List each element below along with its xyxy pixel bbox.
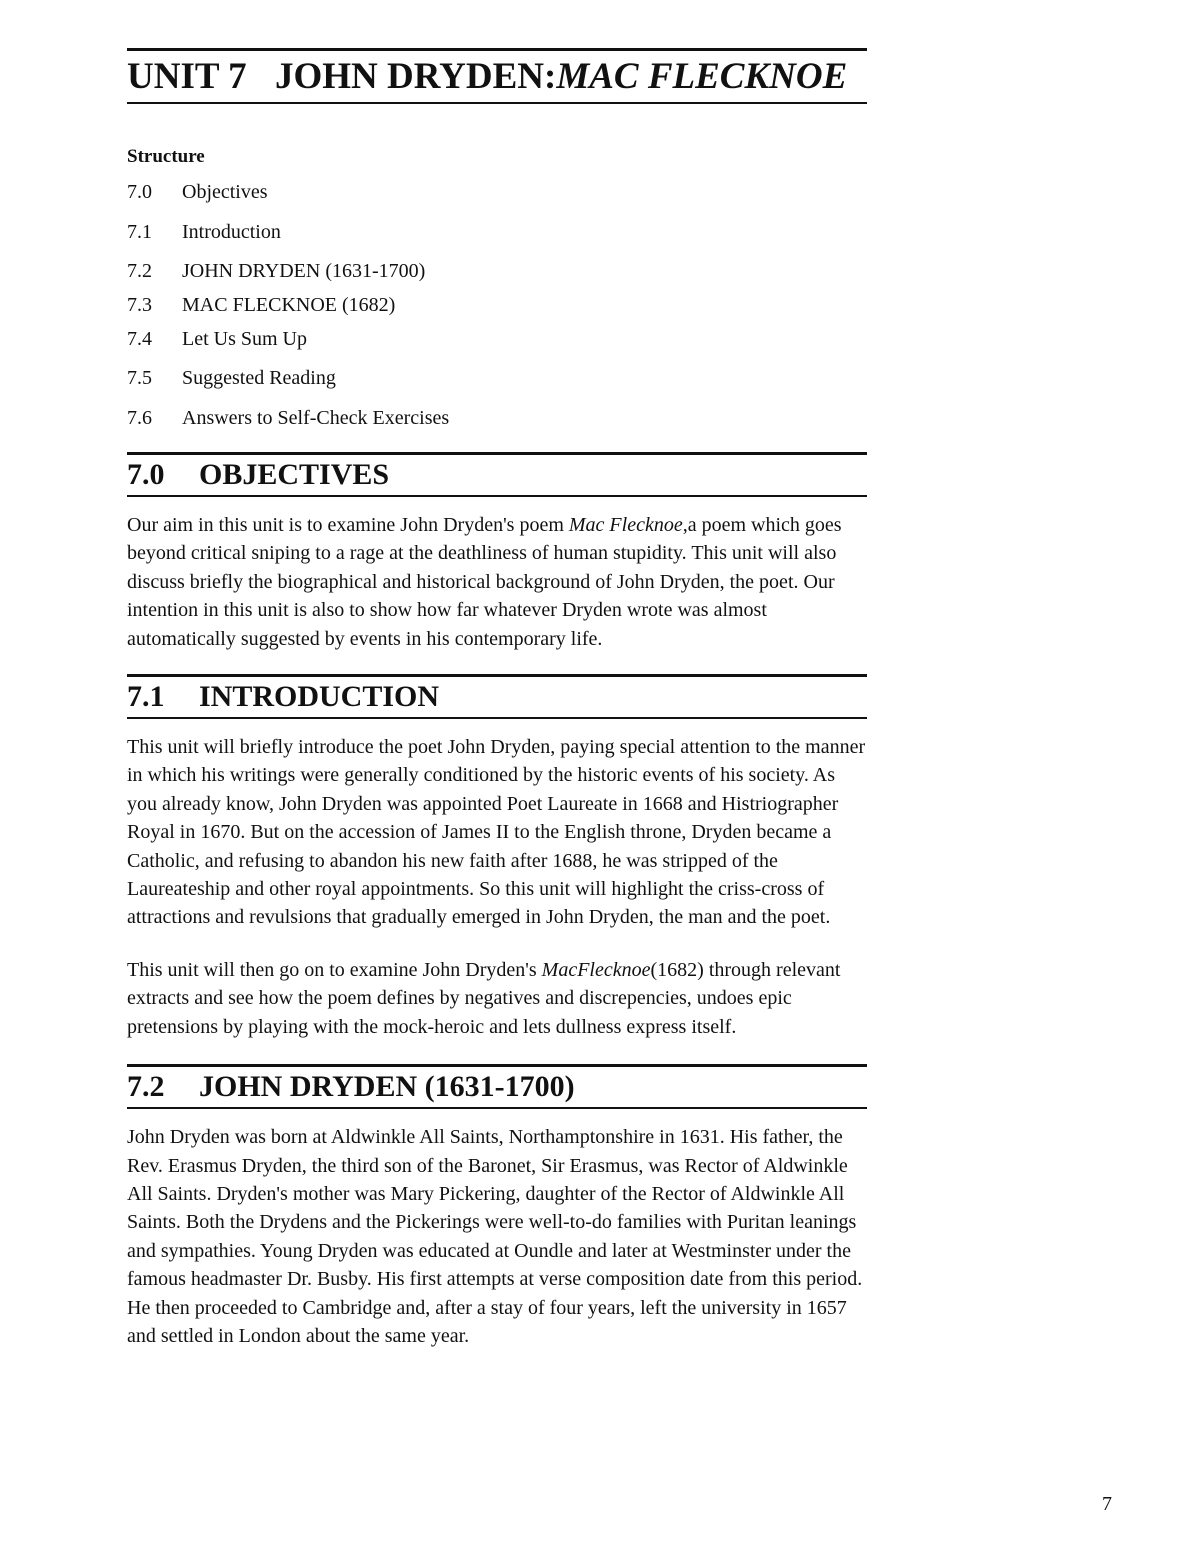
structure-item — [127, 260, 867, 294]
structure-item-number: 7.4 — [127, 328, 152, 350]
paragraph-text: This unit will then go on to examine John Dryden's — [127, 958, 542, 981]
section-heading-dryden — [127, 1064, 867, 1109]
structure-item-number: 7.6 — [127, 407, 152, 429]
structure-item-label: Objectives — [182, 181, 268, 203]
introduction-paragraph: This unit will briefly introduce the poet John Dryden, paying special attention to the manner in which his writings were generally conditioned by the historic events of his society. As you already know, John Dryden was appointed Poet Laureate in 1668 and Histriographer Royal in 1670. But on the accession of James II to the English throne, Dryden became a Catholic, and refusing to abandon his new faith after 1688, he was stripped of the Laureateship and other royal appointments. So this unit will highlight the criss-cross of attractions and revulsions that gradually emerged in John Dryden, the man and the poet. — [127, 736, 866, 929]
structure-heading: Structure — [127, 146, 205, 167]
structure-item — [127, 294, 867, 328]
unit-title — [127, 48, 867, 104]
section-heading-introduction — [127, 674, 867, 719]
structure-item — [127, 181, 867, 221]
section-number: 7.0 — [127, 458, 165, 491]
objectives-paragraph — [127, 511, 867, 653]
structure-item — [127, 328, 867, 367]
structure-item — [127, 221, 867, 260]
section-title: INTRODUCTION — [199, 680, 440, 714]
section-number: 7.1 — [127, 680, 165, 714]
structure-item — [127, 407, 867, 429]
structure-item-label: JOHN DRYDEN (1631-1700) — [182, 260, 426, 282]
structure-item-label: MAC FLECKNOE (1682) — [182, 294, 396, 316]
structure-item-label: Introduction — [182, 221, 281, 243]
structure-item-label: Let Us Sum Up — [182, 328, 307, 350]
structure-item-number: 7.2 — [127, 260, 152, 282]
structure-item-label: Suggested Reading — [182, 367, 336, 389]
poem-title: Mac Flecknoe — [568, 514, 683, 536]
structure-item — [127, 367, 867, 407]
structure-item-label: Answers to Self-Check Exercises — [182, 407, 450, 429]
paragraph-text: Our aim in this unit is to examine John Dryden's poem — [127, 514, 569, 536]
paragraph-text: (1682) through relevant extracts and see how the poem defines by negatives and discrepencies, undoes epic pretensions by playing with the mock-heroic and lets dullness express itself. — [127, 958, 841, 1038]
section-title: OBJECTIVES — [199, 458, 390, 491]
document-page — [127, 48, 867, 1350]
dryden-paragraph: John Dryden was born at Aldwinkle All Saints, Northamptonshire in 1631. His father, the Rev. Erasmus Dryden, the third son of the Baronet, Sir Erasmus, was Rector of Aldwinkle All Saints. Dryden's mother was Mary Pickering, daughter of the Rector of Aldwinkle All Saints. Both the Drydens and the Pickerings were well-to-do families with Puritan leanings and sympathies. Young Dryden was educated at Oundle and later at Westminster under the famous headmaster Dr. Busby. His first attempts at verse composition date from this period. He then proceeded to Cambridge and, after a stay of four years, left the university in 1657 and settled in London about the same year. — [127, 1126, 863, 1347]
poem-title: MacFlecknoe — [541, 958, 651, 981]
unit-label: UNIT 7 — [127, 56, 247, 97]
section-title: JOHN DRYDEN (1631-1700) — [199, 1070, 575, 1104]
unit-work-title: MAC FLECKNOE — [556, 56, 848, 97]
introduction-paragraph — [127, 956, 867, 1041]
page-number: 7 — [1102, 1493, 1112, 1515]
structure-item-number: 7.3 — [127, 294, 152, 316]
paragraph-text: ,a poem which goes beyond critical sniping to a rage at the deathliness of human stupidity. This unit will also discuss briefly the biographical and historical background of John Dryden, the poet. Our intention in this unit is also to show how far whatever Dryden wrote was almost automatically suggested by events in his contemporary life. — [127, 514, 842, 650]
unit-author: JOHN DRYDEN: — [275, 56, 557, 97]
structure-list — [127, 181, 867, 429]
structure-item-number: 7.5 — [127, 367, 152, 389]
structure-item-number: 7.0 — [127, 181, 152, 203]
section-heading-objectives — [127, 452, 867, 497]
section-number: 7.2 — [127, 1070, 165, 1104]
structure-item-number: 7.1 — [127, 221, 152, 243]
